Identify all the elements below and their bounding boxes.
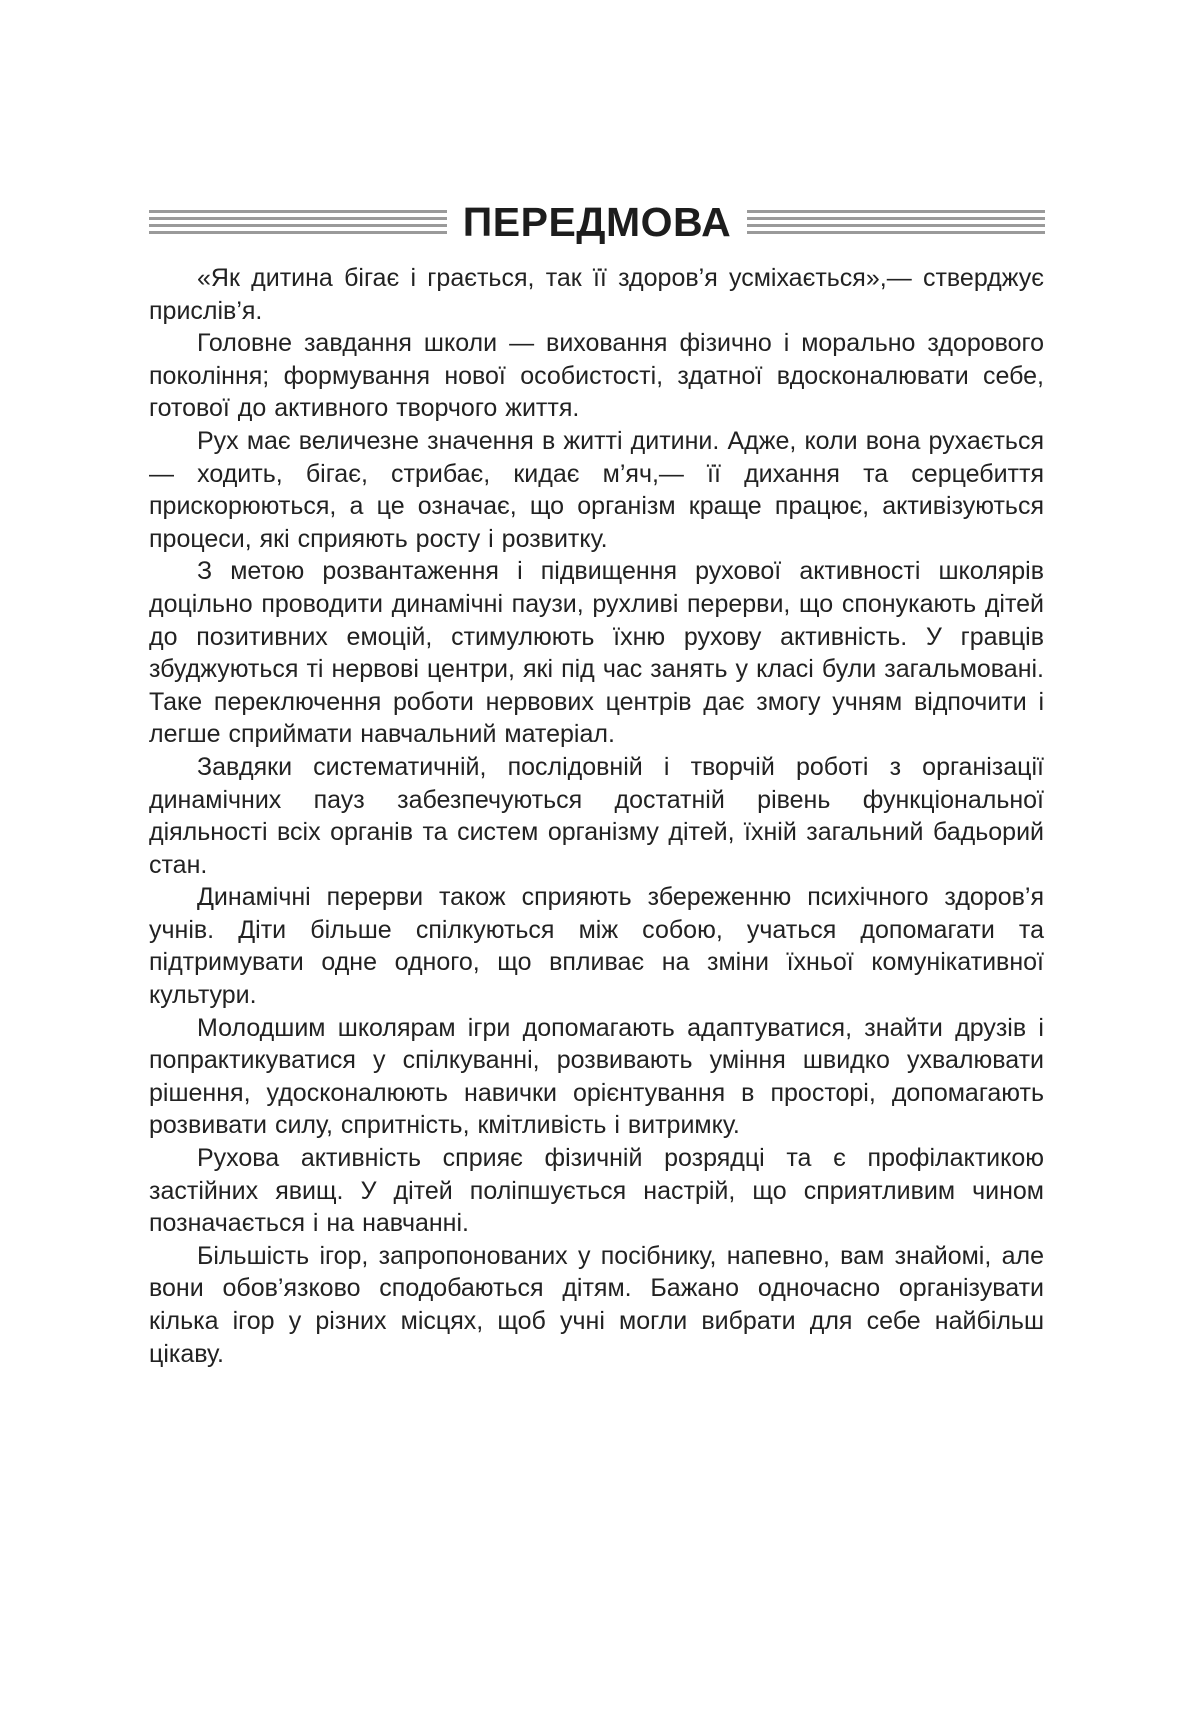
paragraph: Молодшим школярам ігри допомагають адаптуватися, знайти друзів і попрактикуватися у спілкуванні, розвивають уміння швидко ухвалювати рішення, удосконалюють навички орієнтування в просторі, допомагають розвивати силу, спритність, кмітливість і витримку. (149, 1013, 1044, 1140)
paragraph: Рухова активність сприяє фізичній розрядці та є профілактикою застійних явищ. У дітей поліпшується настрій, що сприятливим чином позначається і на навчанні. (149, 1144, 1044, 1238)
paragraph: Рух має величезне значення в житті дитини. Адже, коли вона рухається — ходить, бігає, стрибає, кидає м’яч,— її дихання та серцебиття прискорюються, а це означає, що організм краще працює, активізуються процеси, які сприяють росту і розвитку. (149, 426, 1044, 553)
page-title: ПЕРЕДМОВА (462, 198, 732, 245)
paragraph: «Як дитина бігає і грається, так її здоров’я усміхається»,— стверджує прислів’я. (149, 264, 1044, 325)
right-decorative-rule (747, 210, 1045, 235)
left-decorative-rule (149, 210, 447, 235)
paragraph: З метою розвантаження і підвищення рухової активності школярів доцільно проводити динамічні паузи, рухливі перерви, що спонукають дітей до позитивних емоцій, стимулюють їхню рухову активність. У гравців збуджуються ті нервові центри, які під час занять у класі були загальмовані. Таке переключення роботи нервових центрів дає змогу учням відпочити і легше сприймати навчальний матеріал. (149, 557, 1044, 749)
paragraph: Головне завдання школи — виховання фізично і морально здорового покоління; формування нової особистості, здатної вдосконалювати себе, готової до активного творчого життя. (149, 329, 1044, 423)
paragraph: Більшість ігор, запропонованих у посібнику, напевно, вам знайомі, але вони обов’язково сподобаються дітям. Бажано одночасно організувати кілька ігор у різних місцях, щоб учні могли вибрати для себе найбільш цікаву. (149, 1241, 1044, 1368)
paragraph: Динамічні перерви також сприяють збереженню психічного здоров’я учнів. Діти більше спілкуються між собою, учаться допомагати та підтримувати одне одного, що впливає на зміни їхньої комунікативної культури. (149, 883, 1044, 1010)
preface-body (149, 262, 1044, 1370)
paragraph: Завдяки систематичній, послідовній і творчій роботі з організації динамічних пауз забезпечуються достатній рівень функціональної діяльності всіх органів та систем організму дітей, їхній загальний бадьорий стан. (149, 752, 1044, 879)
section-header (149, 196, 1045, 248)
